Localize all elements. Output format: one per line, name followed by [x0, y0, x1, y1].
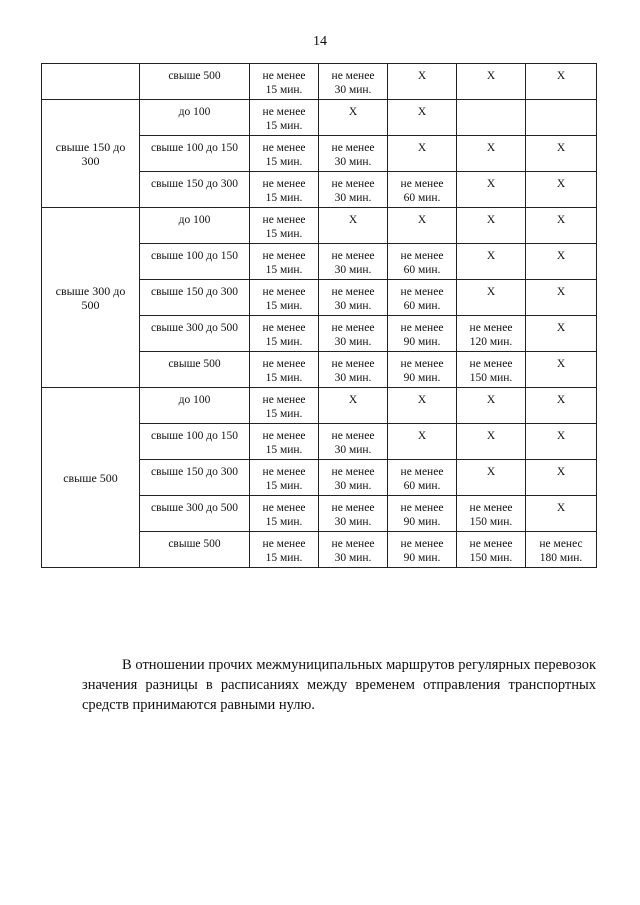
distance-range-cell: свыше 500: [140, 352, 250, 388]
interval-cell: не менее 15 мин.: [250, 280, 319, 316]
distance-range-cell: свыше 100 до 150: [140, 136, 250, 172]
interval-cell: не менее 120 мин.: [457, 316, 526, 352]
interval-cell: не менее 90 мин.: [388, 316, 457, 352]
interval-cell: не менее 15 мин.: [250, 64, 319, 100]
distance-range-cell: до 100: [140, 388, 250, 424]
table-row: [42, 100, 597, 136]
interval-cell: Х: [457, 136, 526, 172]
group-label-cell: свыше 150 до 300: [42, 100, 140, 208]
interval-cell: Х: [526, 136, 597, 172]
interval-cell: не менее 15 мин.: [250, 388, 319, 424]
interval-cell: не менее 90 мин.: [388, 352, 457, 388]
interval-cell: [526, 100, 597, 136]
group-label-cell: свыше 300 до 500: [42, 208, 140, 388]
interval-cell: не менее 15 мин.: [250, 532, 319, 568]
interval-cell: Х: [319, 388, 388, 424]
interval-cell: не менее 15 мин.: [250, 172, 319, 208]
interval-cell: не менее 150 мин.: [457, 532, 526, 568]
table-row: [42, 388, 597, 424]
interval-cell: Х: [457, 64, 526, 100]
interval-cell: Х: [526, 64, 597, 100]
distance-range-cell: до 100: [140, 208, 250, 244]
interval-cell: Х: [526, 460, 597, 496]
schedule-table: [41, 63, 597, 568]
interval-cell: Х: [526, 316, 597, 352]
interval-cell: не менее 15 мин.: [250, 136, 319, 172]
interval-cell: не менее 15 мин.: [250, 352, 319, 388]
interval-cell: не менес 180 мин.: [526, 532, 597, 568]
interval-cell: не менее 30 мин.: [319, 136, 388, 172]
interval-cell: не менее 30 мин.: [319, 64, 388, 100]
interval-cell: не менее 30 мин.: [319, 532, 388, 568]
group-label-cell: [42, 64, 140, 100]
interval-cell: не менее 30 мин.: [319, 316, 388, 352]
interval-cell: не менее 30 мин.: [319, 496, 388, 532]
interval-cell: не менее 15 мин.: [250, 316, 319, 352]
interval-cell: Х: [388, 64, 457, 100]
interval-cell: Х: [457, 460, 526, 496]
page-number: 14: [313, 34, 327, 49]
interval-cell: не менее 15 мин.: [250, 244, 319, 280]
interval-cell: Х: [526, 352, 597, 388]
distance-range-cell: свыше 150 до 300: [140, 280, 250, 316]
interval-cell: Х: [457, 280, 526, 316]
interval-cell: не менее 30 мин.: [319, 244, 388, 280]
interval-cell: не менее 60 мин.: [388, 280, 457, 316]
interval-cell: Х: [457, 244, 526, 280]
interval-cell: Х: [526, 208, 597, 244]
group-label-cell: свыше 500: [42, 388, 140, 568]
distance-range-cell: свыше 300 до 500: [140, 496, 250, 532]
interval-cell: Х: [388, 424, 457, 460]
interval-cell: не менее 90 мин.: [388, 496, 457, 532]
interval-cell: Х: [526, 244, 597, 280]
interval-cell: не менее 30 мин.: [319, 352, 388, 388]
distance-range-cell: свыше 100 до 150: [140, 244, 250, 280]
interval-cell: Х: [526, 424, 597, 460]
interval-cell: не менее 30 мин.: [319, 424, 388, 460]
interval-cell: не менее 30 мин.: [319, 460, 388, 496]
interval-cell: Х: [388, 388, 457, 424]
interval-cell: не менее 60 мин.: [388, 460, 457, 496]
closing-paragraph: В отношении прочих межмуниципальных маршрутов регулярных перевозок значения разницы в расписаниях между временем отправления транспортных средств принимаются равными нулю.: [82, 657, 596, 713]
distance-range-cell: до 100: [140, 100, 250, 136]
interval-cell: Х: [526, 496, 597, 532]
interval-cell: Х: [457, 172, 526, 208]
interval-cell: не менее 15 мин.: [250, 424, 319, 460]
interval-cell: Х: [526, 172, 597, 208]
table-row: [42, 64, 597, 100]
interval-cell: не менее 15 мин.: [250, 208, 319, 244]
interval-cell: [457, 100, 526, 136]
distance-range-cell: свыше 150 до 300: [140, 460, 250, 496]
interval-cell: Х: [319, 100, 388, 136]
interval-cell: не менее 30 мин.: [319, 172, 388, 208]
interval-cell: Х: [319, 208, 388, 244]
interval-cell: не менее 150 мин.: [457, 352, 526, 388]
interval-cell: Х: [388, 136, 457, 172]
interval-cell: Х: [457, 424, 526, 460]
interval-cell: не менее 15 мин.: [250, 460, 319, 496]
distance-range-cell: свыше 300 до 500: [140, 316, 250, 352]
distance-range-cell: свыше 100 до 150: [140, 424, 250, 460]
table-row: [42, 208, 597, 244]
distance-range-cell: свыше 500: [140, 64, 250, 100]
interval-cell: Х: [388, 208, 457, 244]
distance-range-cell: свыше 500: [140, 532, 250, 568]
interval-cell: не менее 15 мин.: [250, 496, 319, 532]
interval-cell: Х: [388, 100, 457, 136]
interval-cell: Х: [457, 388, 526, 424]
interval-cell: Х: [526, 388, 597, 424]
interval-cell: не менее 60 мин.: [388, 244, 457, 280]
interval-cell: Х: [457, 208, 526, 244]
interval-cell: не менее 60 мин.: [388, 172, 457, 208]
interval-cell: не менее 150 мин.: [457, 496, 526, 532]
interval-cell: не менее 90 мин.: [388, 532, 457, 568]
interval-cell: не менее 30 мин.: [319, 280, 388, 316]
interval-cell: Х: [526, 280, 597, 316]
interval-cell: не менее 15 мин.: [250, 100, 319, 136]
distance-range-cell: свыше 150 до 300: [140, 172, 250, 208]
